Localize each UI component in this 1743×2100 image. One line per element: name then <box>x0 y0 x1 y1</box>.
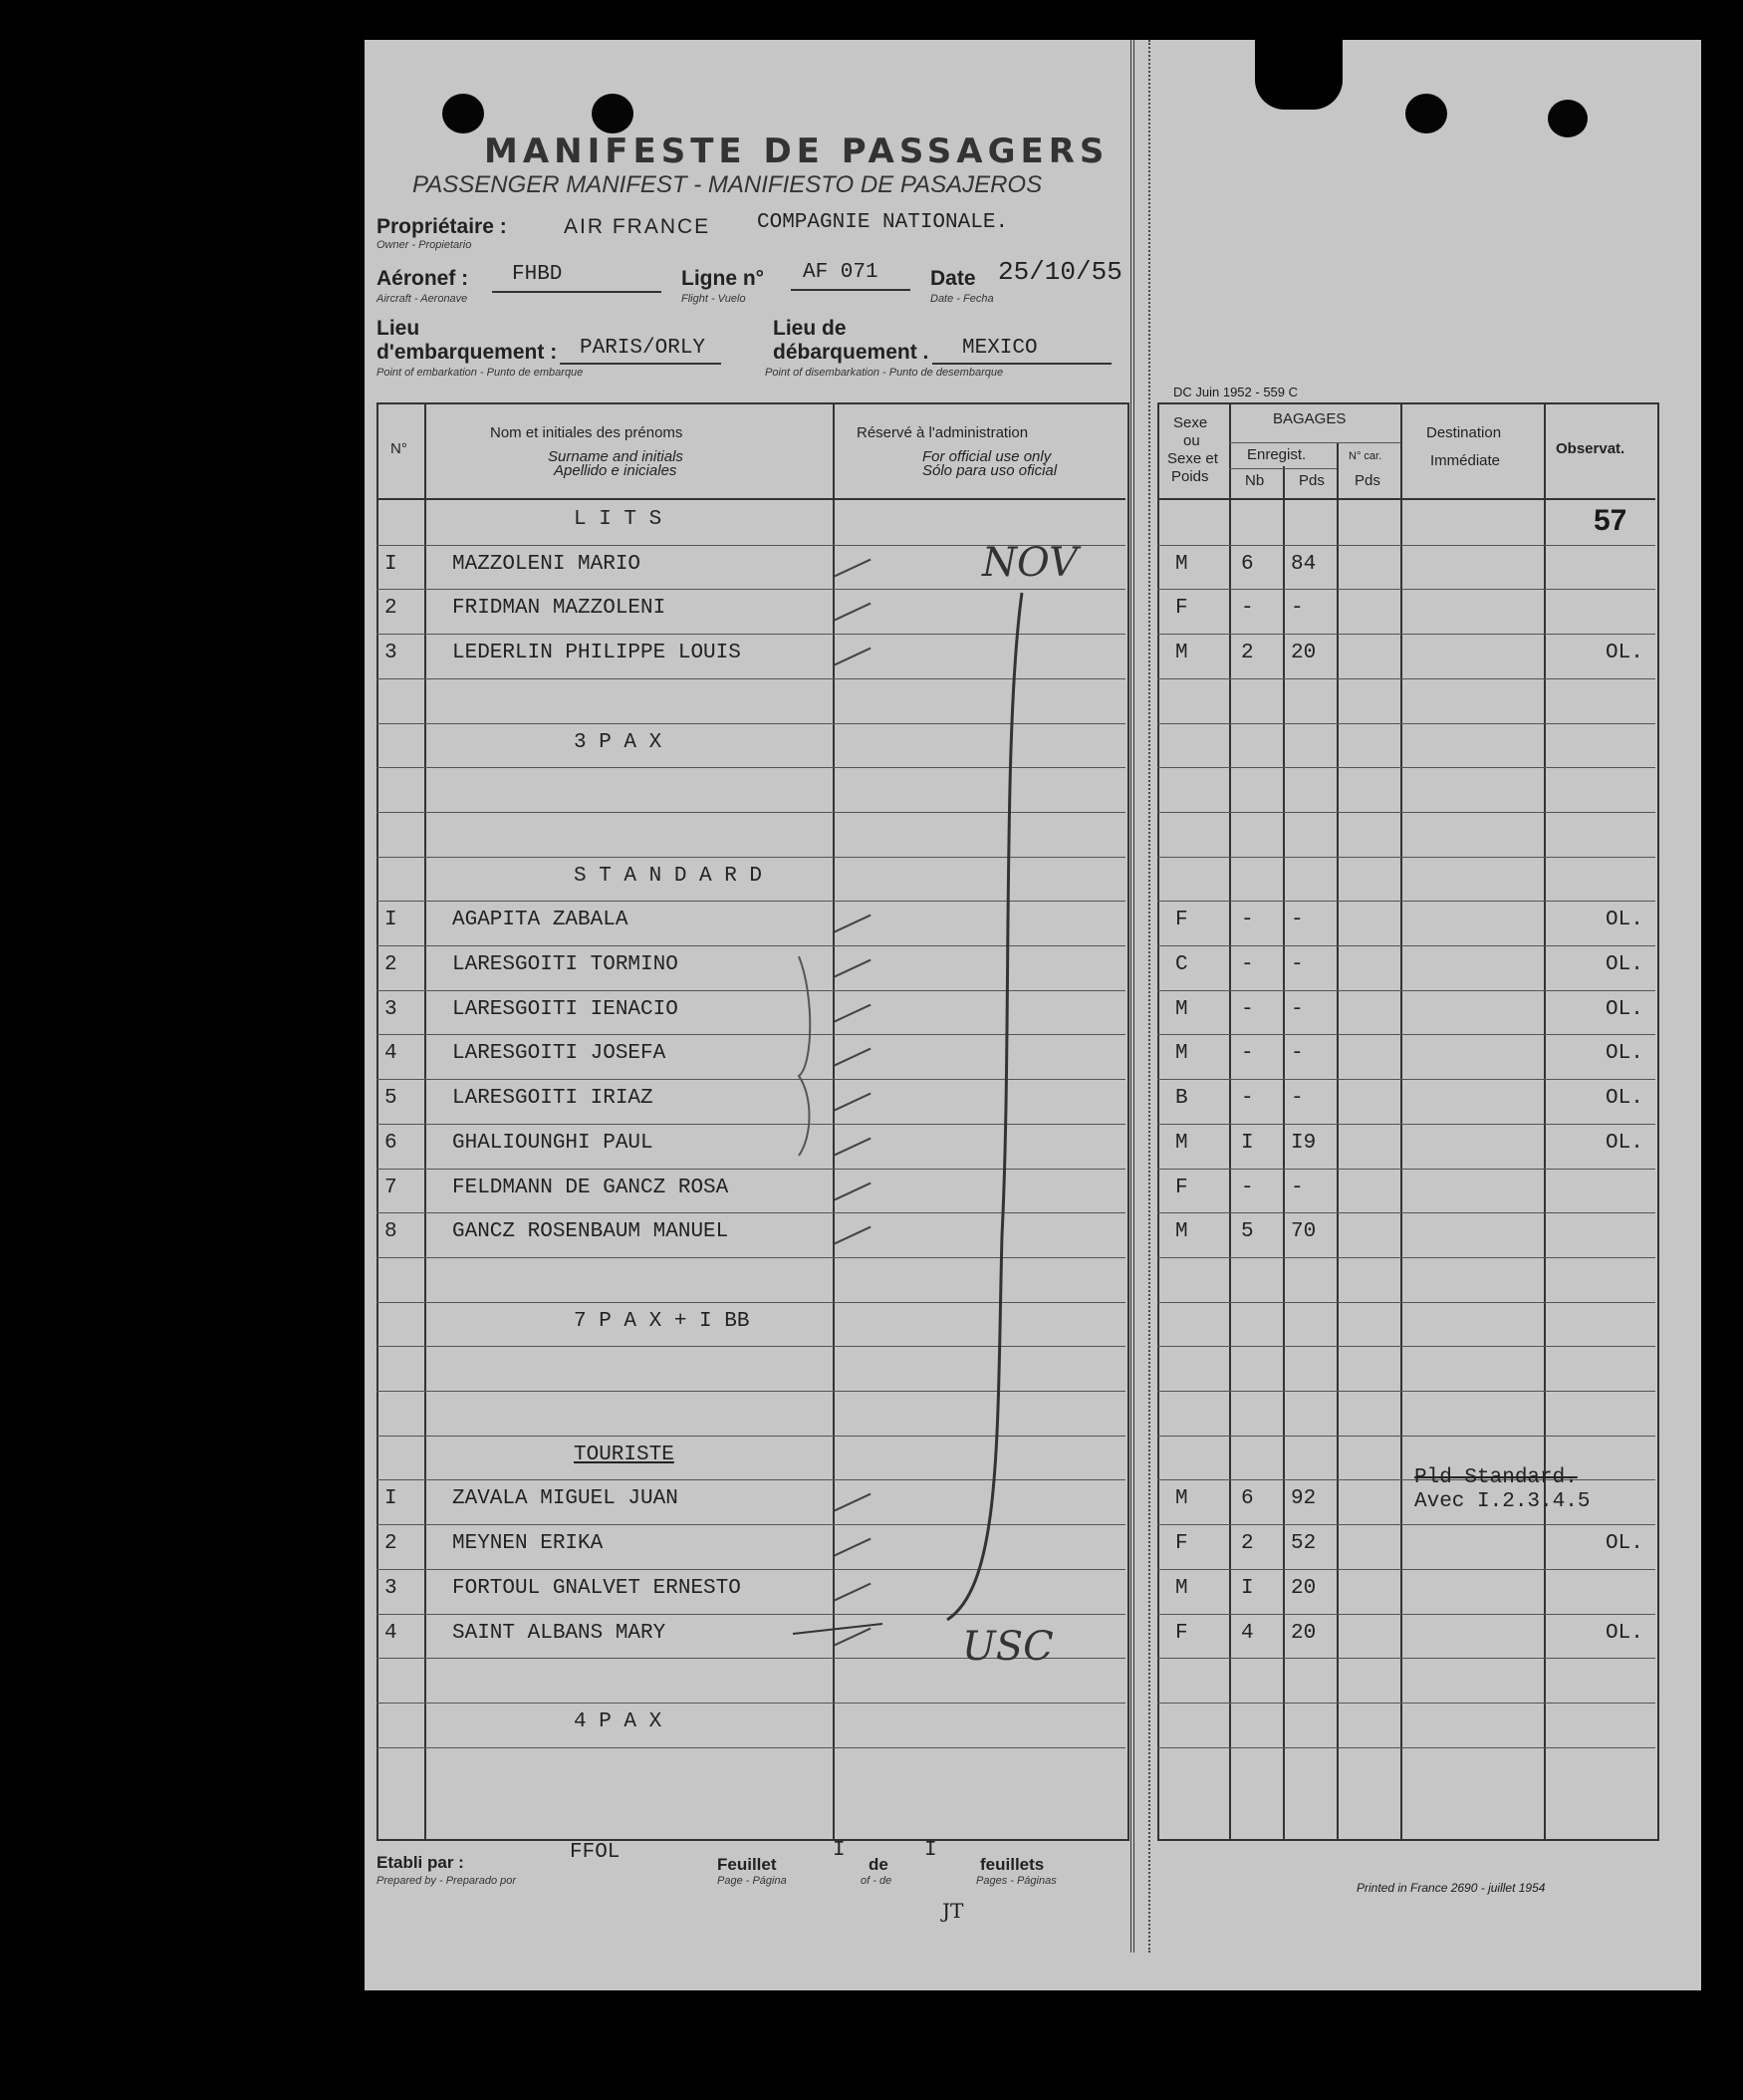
embark-sublabel: Point of embarkation - Punto de embarque <box>376 367 584 379</box>
disembark-label-2: débarquement . <box>773 341 929 364</box>
row-bag-weight: - <box>1291 1176 1304 1199</box>
row-number: 4 <box>384 1621 397 1645</box>
row-bag-count: 5 <box>1241 1220 1254 1244</box>
date-sublabel: Date - Fecha <box>930 293 994 305</box>
row-number: I <box>384 909 397 932</box>
row-number: 8 <box>384 1220 397 1244</box>
col-name-en: Surname and initials <box>548 448 683 465</box>
row-sex: C <box>1175 953 1188 976</box>
passenger-name: FELDMANN DE GANCZ ROSA <box>452 1176 729 1199</box>
row-sex: F <box>1175 1532 1188 1556</box>
row-bag-count: 2 <box>1241 642 1254 665</box>
row-bag-weight: 20 <box>1291 1576 1317 1600</box>
note-struck: Pld Standard. <box>1414 1466 1578 1489</box>
section-heading: TOURISTE <box>574 1443 674 1466</box>
page-title: MANIFESTE DE PASSAGERS <box>484 131 1110 171</box>
of-sublabel: of - de <box>861 1875 892 1887</box>
row-number: 2 <box>384 1532 397 1556</box>
row-bag-count: I <box>1241 1576 1254 1600</box>
row-bag-weight: 70 <box>1291 1220 1317 1244</box>
row-bag-count: - <box>1241 1087 1254 1111</box>
row-bag-count: - <box>1241 597 1254 621</box>
row-sex: F <box>1175 597 1188 621</box>
flight-sublabel: Flight - Vuelo <box>681 293 746 305</box>
row-observation: OL. <box>1606 642 1643 665</box>
row-observation: OL. <box>1606 1131 1643 1155</box>
col-observ: Observat. <box>1556 440 1625 457</box>
owner-sublabel: Owner - Propietario <box>376 239 472 251</box>
row-number: 5 <box>384 1087 397 1111</box>
flight-value: AF 071 <box>803 261 878 284</box>
handwritten-usc: USC <box>962 1624 1054 1670</box>
row-bag-weight: - <box>1291 997 1304 1021</box>
passenger-name: FRIDMAN MAZZOLENI <box>452 597 666 621</box>
passenger-name: LARESGOITI IRIAZ <box>452 1087 653 1111</box>
handwritten-bracket-line <box>365 40 1701 1990</box>
row-bag-count: - <box>1241 953 1254 976</box>
col-admin-en: For official use only <box>922 448 1052 465</box>
row-number: 2 <box>384 597 397 621</box>
row-bag-weight: - <box>1291 909 1304 932</box>
row-observation: OL. <box>1606 997 1643 1021</box>
row-bag-count: I <box>1241 1131 1254 1155</box>
row-number: 4 <box>384 1042 397 1066</box>
row-bag-weight: - <box>1291 597 1304 621</box>
col-admin: Réservé à l'administration <box>857 424 1029 441</box>
section-heading: L I T S <box>574 508 662 531</box>
row-number: 3 <box>384 642 397 665</box>
row-number: 3 <box>384 997 397 1021</box>
row-sex: M <box>1175 552 1188 576</box>
initials: JT <box>942 1899 964 1923</box>
owner-label: Propriétaire : <box>376 215 507 238</box>
passenger-name: LEDERLIN PHILIPPE LOUIS <box>452 642 741 665</box>
row-number: 3 <box>384 1576 397 1600</box>
row-sex: F <box>1175 1176 1188 1199</box>
row-observation: OL. <box>1606 909 1643 932</box>
corner-number: 57 <box>1594 504 1627 537</box>
col-admin-es: Sólo para uso oficial <box>922 462 1058 479</box>
col-ncar: N° car. <box>1349 450 1382 462</box>
row-number: 7 <box>384 1176 397 1199</box>
row-observation: OL. <box>1606 1042 1643 1066</box>
section-heading: S T A N D A R D <box>574 864 763 888</box>
row-sex: B <box>1175 1087 1188 1111</box>
row-sex: M <box>1175 1042 1188 1066</box>
row-bag-weight: 20 <box>1291 1621 1317 1645</box>
page-subtitle: PASSENGER MANIFEST - MANIFIESTO DE PASAJEROS <box>412 171 1043 198</box>
row-sex: M <box>1175 1131 1188 1155</box>
section-heading: 7 P A X + I BB <box>574 1309 750 1333</box>
sheet-sublabel: Page - Página <box>717 1875 787 1887</box>
disembark-label-1: Lieu de <box>773 317 847 340</box>
passenger-name: GHALIOUNGHI PAUL <box>452 1131 653 1155</box>
col-baggage: BAGAGES <box>1273 410 1347 427</box>
row-bag-count: 6 <box>1241 552 1254 576</box>
aircraft-label: Aéronef : <box>376 267 469 290</box>
row-observation: OL. <box>1606 1532 1643 1556</box>
embark-value: PARIS/ORLY <box>580 337 706 360</box>
col-sex-1: Sexe <box>1173 414 1208 431</box>
row-bag-count: 6 <box>1241 1487 1254 1511</box>
row-bag-weight: 52 <box>1291 1532 1317 1556</box>
col-registered: Enregist. <box>1247 446 1307 463</box>
row-bag-weight: - <box>1291 1042 1304 1066</box>
prepared-sublabel: Prepared by - Preparado por <box>376 1875 517 1887</box>
form-reference: DC Juin 1952 - 559 C <box>1173 385 1299 399</box>
row-bag-count: - <box>1241 1042 1254 1066</box>
row-bag-weight: 92 <box>1291 1487 1317 1511</box>
sheet-value: I <box>833 1839 846 1862</box>
row-observation: OL. <box>1606 1087 1643 1111</box>
col-nb: Nb <box>1245 472 1265 489</box>
row-bag-weight: 84 <box>1291 552 1317 576</box>
row-number: I <box>384 1487 397 1511</box>
passenger-name: LARESGOITI IENACIO <box>452 997 678 1021</box>
row-observation: OL. <box>1606 1621 1643 1645</box>
passenger-name: MAZZOLENI MARIO <box>452 552 641 576</box>
row-bag-weight: - <box>1291 1087 1304 1111</box>
col-sex-3: Sexe et <box>1167 450 1218 467</box>
passenger-name: SAINT ALBANS MARY <box>452 1621 666 1645</box>
row-bag-weight: I9 <box>1291 1131 1317 1155</box>
row-bag-count: - <box>1241 909 1254 932</box>
sheets-sublabel: Pages - Páginas <box>976 1875 1057 1887</box>
row-observation: OL. <box>1606 953 1643 976</box>
passenger-name: LARESGOITI JOSEFA <box>452 1042 666 1066</box>
sheet-label: Feuillet <box>717 1855 777 1874</box>
section-heading: 3 P A X <box>574 730 662 754</box>
row-number: I <box>384 552 397 576</box>
aircraft-sublabel: Aircraft - Aeronave <box>376 293 468 305</box>
row-sex: M <box>1175 1576 1188 1600</box>
disembark-value: MEXICO <box>962 337 1038 360</box>
handwritten-nov: NOV <box>982 540 1078 586</box>
row-sex: M <box>1175 1220 1188 1244</box>
row-sex: F <box>1175 909 1188 932</box>
row-bag-count: - <box>1241 997 1254 1021</box>
col-sex-4: Poids <box>1171 468 1209 485</box>
col-destination-1: Destination <box>1426 424 1502 441</box>
row-sex: M <box>1175 997 1188 1021</box>
of-value: I <box>924 1839 937 1862</box>
col-name: Nom et initiales des prénoms <box>490 424 683 441</box>
date-value: 25/10/55 <box>998 257 1122 287</box>
row-bag-count: - <box>1241 1176 1254 1199</box>
passenger-name: FORTOUL GNALVET ERNESTO <box>452 1576 741 1600</box>
col-destination-2: Immédiate <box>1430 452 1501 469</box>
prepared-value: FFOL <box>570 1841 621 1864</box>
disembark-sublabel: Point of disembarkation - Punto de desembarque <box>765 367 1004 379</box>
row-sex: M <box>1175 642 1188 665</box>
passenger-name: GANCZ ROSENBAUM MANUEL <box>452 1220 729 1244</box>
passenger-name: ZAVALA MIGUEL JUAN <box>452 1487 678 1511</box>
row-number: 2 <box>384 953 397 976</box>
section-heading: 4 P A X <box>574 1709 662 1733</box>
col-pds: Pds <box>1299 472 1325 489</box>
row-sex: F <box>1175 1621 1188 1645</box>
note-line-2: Avec I.2.3.4.5 <box>1414 1490 1591 1513</box>
sheets-label: feuillets <box>980 1855 1045 1874</box>
passenger-name: LARESGOITI TORMINO <box>452 953 678 976</box>
col-pds-2: Pds <box>1355 472 1380 489</box>
row-bag-count: 4 <box>1241 1621 1254 1645</box>
embark-label-2: d'embarquement : <box>376 341 558 364</box>
printed-note: Printed in France 2690 - juillet 1954 <box>1357 1881 1546 1895</box>
manifest-sheet <box>365 40 1701 1990</box>
row-bag-weight: - <box>1291 953 1304 976</box>
date-label: Date <box>930 267 976 290</box>
col-no: N° <box>390 440 407 457</box>
aircraft-value: FHBD <box>512 263 563 286</box>
row-sex: M <box>1175 1487 1188 1511</box>
of-label: de <box>869 1855 888 1874</box>
row-bag-weight: 20 <box>1291 642 1317 665</box>
passenger-name: MEYNEN ERIKA <box>452 1532 604 1556</box>
embark-label-1: Lieu <box>376 317 420 340</box>
flight-label: Ligne n° <box>681 267 765 290</box>
col-name-es: Apellido e iniciales <box>554 462 677 479</box>
col-sex-2: ou <box>1183 432 1200 449</box>
prepared-label: Etabli par : <box>376 1853 464 1872</box>
owner-value-2: COMPAGNIE NATIONALE. <box>757 211 1009 234</box>
row-bag-count: 2 <box>1241 1532 1254 1556</box>
owner-value: AIR FRANCE <box>564 215 711 238</box>
passenger-name: AGAPITA ZABALA <box>452 909 628 932</box>
row-number: 6 <box>384 1131 397 1155</box>
